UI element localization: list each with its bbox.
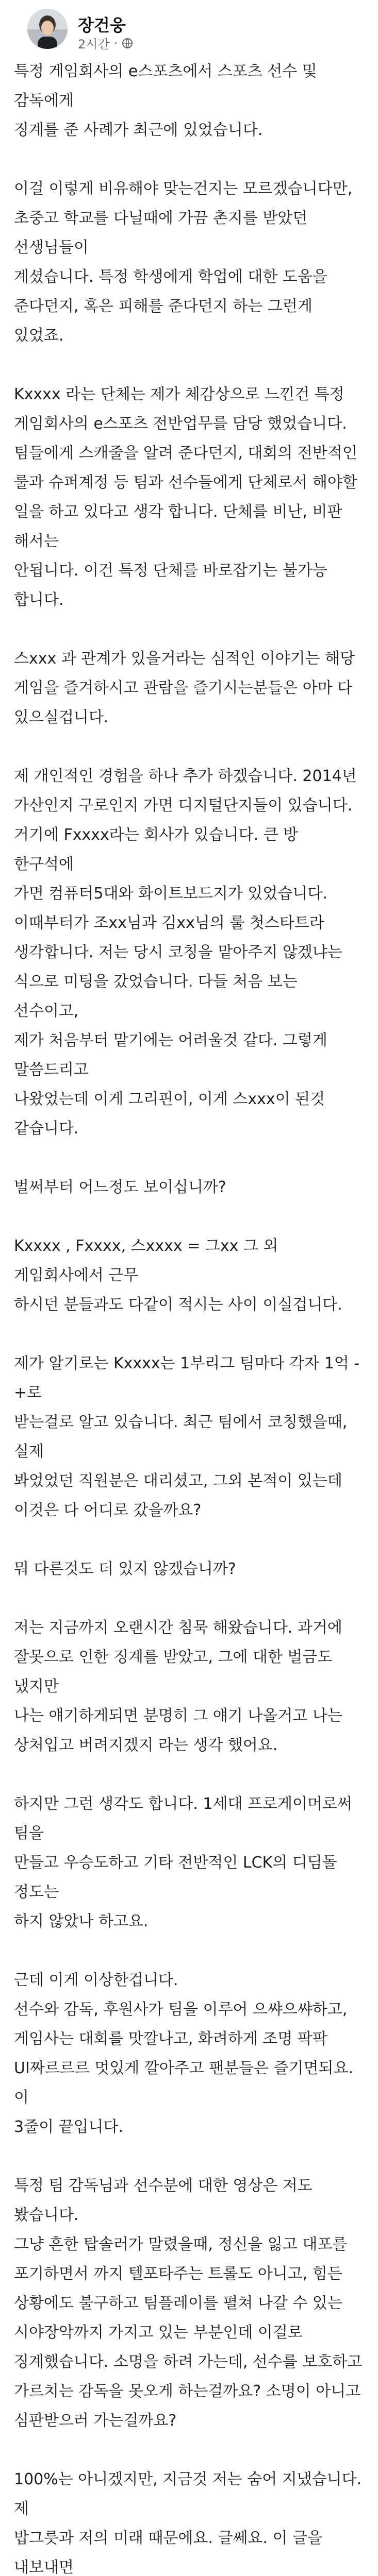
globe-icon[interactable] xyxy=(122,38,133,49)
post-paragraph: Kxxxx 라는 단체는 제가 체감상으로 느낀건 특정 게임회사의 e스포츠 전반업무를 담당 했었습니다. 팀들에게 스캐줄을 알려 준다던지, 대회의 전반적인 룰과 슈퍼계정 등 팀과 선수들에게 단체로서 해야할 일을 하고 있다고 생각 합니다. 단체를 비난, 비판 해서는 안됩니다. 이건 특정 단체를 바로잡기는 불가능 합니다. xyxy=(14,385,357,609)
post-paragraph: 저는 지금까지 오랜시간 침묵 해왔습니다. 과거에 잘못으로 인한 징계를 받았고, 그에 대한 벌금도 냈지만 나는 얘기하게되면 분명히 그 얘기 나올거고 나는 상처입고 버려지겠지 라는 생각 했어요. xyxy=(14,1619,342,1754)
post-meta: 2시간 · xyxy=(78,34,133,52)
post-paragraph: Kxxxx , Fxxxx, 스xxxx = 그xx 그 외 게임회사에서 근무 하시던 분들과도 다같이 적시는 사이 이실겁니다. xyxy=(14,1237,342,1314)
post-paragraph: 하지만 그런 생각도 합니다. 1세대 프로게이머로써 팀을 만들고 우승도하고 기타 전반적인 LCK의 디딤돌 정도는 하지 않았나 하고요. xyxy=(14,1795,352,1930)
post-time[interactable]: 2시간 xyxy=(78,37,110,52)
post-paragraph: 특정 게임회사의 e스포츠에서 스포츠 선수 및 감독에게 징계를 준 사례가 최근에 있었습니다. xyxy=(14,62,317,139)
post-paragraph: 벌써부터 어느정도 보이십니까? xyxy=(14,1178,226,1196)
avatar[interactable] xyxy=(27,9,68,49)
post-header xyxy=(14,0,363,56)
post-paragraph: 근데 이게 이상한겁니다. 선수와 감독, 후원사가 팀을 이루어 으쌰으쌰하고, 게임사는 대회를 맛깔나고, 화려하게 조명 팍팍 UI짜르르르 멋있게 깔아주고 팬분들은 즐기면되요. 이 3줄이 끝입니다. xyxy=(14,1971,354,2136)
author-name[interactable]: 장건웅 xyxy=(78,15,126,35)
post-body xyxy=(14,56,363,2576)
post-paragraph: 이걸 이렇게 비유해야 맞는건지는 모르겠습니다만, 초중고 학교를 다닐때에 가끔 촌지를 받았던 선생님들이 계셨습니다. 특정 학생에게 학업에 대한 도움을 준다던지, 혹은 피해를 준다던지 하는 그런게 있었죠. xyxy=(14,180,353,345)
avatar-photo xyxy=(27,9,68,49)
post-paragraph: 특정 팀 감독님과 선수분에 대한 영상은 저도 봤습니다. 그냥 흔한 탑솔러가 말렸을때, 정신을 잃고 대포를 포기하면서 까지 텔포타주는 트롤도 아니고, 힘든 상황에도 불구하고 팀플레이를 펼쳐 나갈 수 있는 시야장악까지 가지고 있는 부분인데 이걸로 징계했습니다. 소명을 하려 가는데, 선수를 보호하고 가르치는 감독을 못오게 하는걸까요? 소명이 아니고 심판받으러 가는걸까요? xyxy=(14,2177,363,2430)
post-paragraph: 제 개인적인 경험을 하나 추가 하겠습니다. 2014년 가산인지 구로인지 가면 디지털단지들이 있습니다. 거기에 Fxxxx라는 회사가 있습니다. 큰 방 한구석에 가면 컴퓨터5대와 화이트보드지가 있었습니다. 이때부터가 조xx님과 김xx님의 룰 첫스타트라 생각합니다. 저는 당시 코칭을 맡아주지 않겠냐는 식으로 미팅을 갔었습니다. 다들 처음 보는 선수이고, 제가 처음부터 맡기에는 어려울것 같다. 그렇게 말씀드리고 나왔었는데 이게 그리핀이, 이게 스xxx이 된것 같습니다. xyxy=(14,767,357,1138)
post-paragraph: 뭐 다른것도 더 있지 않겠습니까? xyxy=(14,1560,236,1578)
post-paragraph: 100%는 아니겠지만, 지금것 저는 숨어 지냈습니다. 제 밥그릇과 저의 미래 때문에요. 글쎄요. 이 글을 내보내면 xyxy=(14,2470,362,2576)
post-paragraph: 제가 알기로는 Kxxxx는 1부리그 팀마다 각자 1억 -+로 받는걸로 알고 있습니다. 최근 팀에서 코칭했을때, 실제 봐었었던 직원분은 대리셨고, 그외 본적이 있는데 이것은 다 어디로 갔을까요? xyxy=(14,1354,360,1519)
post-paragraph: 스xxx 과 관계가 있을거라는 심적인 이야기는 해당 게임을 즐겨하시고 관람을 즐기시는분들은 아마 다 있으실겁니다. xyxy=(14,650,355,726)
